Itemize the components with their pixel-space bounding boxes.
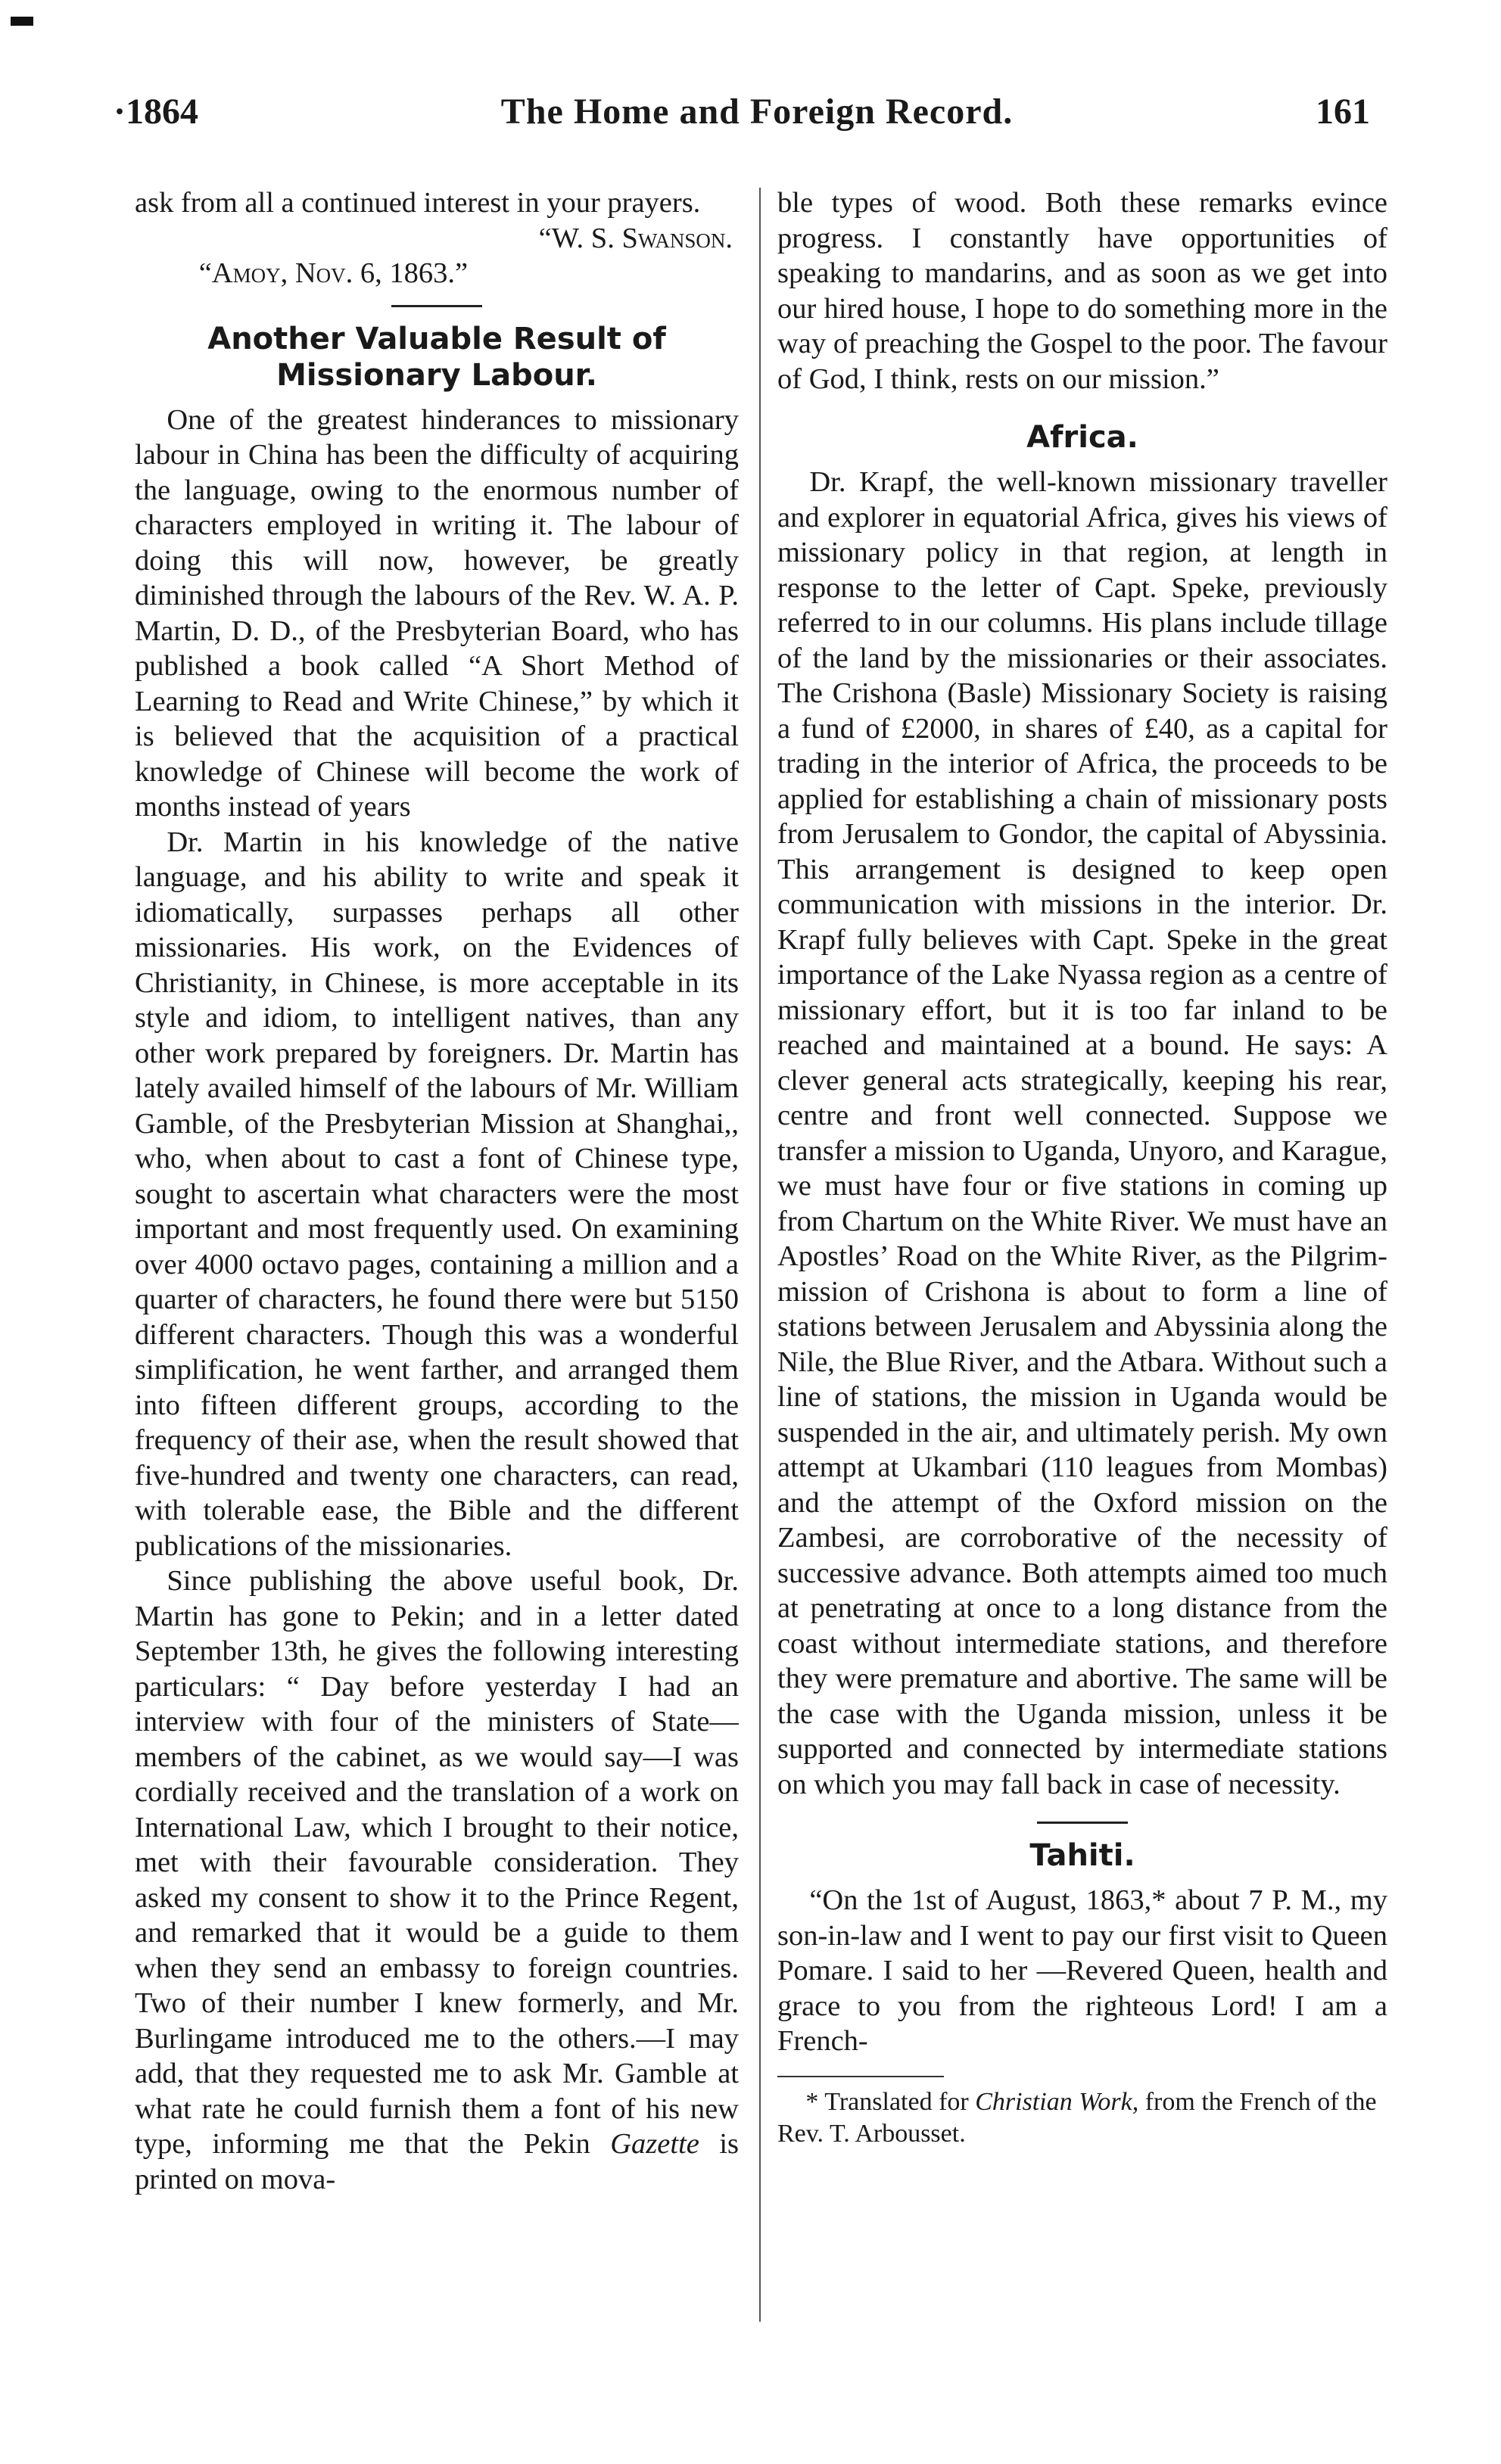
article-heading-africa: Africa. (1026, 420, 1138, 455)
paragraph: Dr. Martin in his knowledge of the native language, and his ability to write and speak it idiomatically, surpasses perhaps all other missionaries. His work, on the Evidences of Christianity, in Chinese, is more acceptable in its style and idiom, to intelligent natives, than any other work prepared by foreigners. Dr. Martin has lately availed himself of the labours of Mr. William Gamble, of the Presbyterian Mission at Shanghai,, who, when about to cast a font of Chinese type, sought to ascertain what characters were the most important and most frequently used. On examining over 4000 octavo pages, containing a million and a quarter of characters, he found there were but 5150 different characters. Though this was a wonderful simplification, he went farther, and arranged them into fifteen different groups, according to the frequency of their ase, when the result showed that five-hundred and twenty one characters, can read, with tolerable ease, the Bible and the different publications of the missionaries. (135, 826, 739, 1562)
section-rule (391, 305, 482, 307)
footnote-text: * Translated for (805, 2087, 969, 2116)
article-heading-tahiti: Tahiti. (1029, 1838, 1135, 1873)
section-rule (1037, 1822, 1128, 1824)
letter-continuation: ble types of wood. Both these remarks evince progress. I constantly have opportunities of speaking to mandarins, and as soon as we get into our hired house, I hope to do something more in the way of preaching the Gospel to the poor. The favour of God, I think, rests on our mission.” (777, 187, 1387, 395)
left-column (135, 185, 739, 2350)
footnote (777, 2086, 1387, 2150)
page-number: 161 (1315, 92, 1370, 132)
gazette-italic: Gazette (610, 2128, 699, 2160)
right-column (777, 185, 1387, 2350)
scan-mark (11, 17, 33, 26)
column-divider (759, 188, 761, 2322)
paragraph-text-end: is printed on mova- (135, 2128, 739, 2195)
paragraph: “On the 1st of August, 1863,* about 7 P. M., my son-in-law and I went to pay our first visit to Queen Pomare. I said to her —Revered Queen, health and grace to you from the righteous Lord! I am a French- (777, 1884, 1387, 2057)
paragraph: One of the greatest hinderances to missionary labour in China has been the difficulty of acquiring the language, owing to the enormous number of characters employed in writing it. The labour of doing this will now, however, be greatly diminished through the labours of the Rev. W. A. P. Martin, D. D., of the Presbyterian Board, who has published a book called “A Short Method of Learning to Read and Write Chinese,” by which it is believed that the acquisition of a practical knowledge of Chinese will become the work of months instead of years (135, 403, 739, 823)
paragraph (135, 1563, 739, 2197)
article-heading-missionary-labour: Another Valuable Result of Missionary Labour. (207, 321, 666, 393)
journal-title: The Home and Foreign Record. (500, 92, 1014, 132)
paragraph: Dr. Krapf, the well-known missionary traveller and explorer in equatorial Africa, gives his views of missionary policy in that region, at length in response to the letter of Capt. Speke, previously referred to in our columns. His plans include tillage of the land by the missionaries or their associates. The Crishona (Basle) Missionary Society is raising a fund of £2000, in shares of £40, as a capital for trading in the interior of Africa, the proceeds to be applied for establishing a chain of missionary posts from Jerusalem to Gondor, the capital of Abyssinia. This arrangement is designed to keep open communication with missions in the interior. Dr. Krapf fully believes with Capt. Speke in the great importance of the Lake Nyassa region as a centre of missionary effort, but it is too far inland to be reached and maintained at a bound. He says: A clever general acts strategically, keeping his rear, centre and front well connected. Suppose we transfer a mission to Uganda, Unyoro, and Karague, we must have four or five stations in coming up from Chartum on the White River. We must have an Apostles’ Road on the White River, as the Pilgrim-mission of Crishona is about to form a line of stations between Jerusalem and Abyssinia along the Nile, the Blue River, and the Atbara. Without such a line of stations, the mission in Uganda would be suspended in the air, and ultimately perish. My own attempt at Ukambari (110 leagues from Mombas) and the attempt of the Oxford mission on the Zambesi, are corroborative of the necessity of successive advance. Both attempts aimed too much at penetrating at once to a long distance from the coast without intermediate stations, and therefore they were premature and abortive. The same will be the case with the Uganda mission, unless it be supported and connected by intermediate stations on which you may fall back in case of necessity. (777, 466, 1387, 1800)
header-year: ·1864 (114, 92, 199, 132)
letter-ending: ask from all a continued interest in your prayers. (135, 187, 701, 219)
footnote-text-end: from the French of the Rev. T. Arbousset. (777, 2087, 1377, 2148)
footnote-italic: Christian Work, (975, 2087, 1139, 2116)
letter-signature: “W. S. Swanson. (538, 222, 733, 254)
paragraph-text: Since publishing the above useful book, Dr. Martin has gone to Pekin; and in a letter dated September 13th, he gives the following interesting particulars: “ Day before yesterday I had an interview with four of the ministers of State—members of the cabinet, as we would say—I was cordially received and the translation of a work on International Law, which I brought to their notice, met with their favourable consideration. They asked my consent to show it to the Prince Regent, and remarked that it would be a guide to them when they send an embassy to foreign countries. Two of their number I knew formerly, and Mr. Burlingame introduced me to the others.—I may add, that they requested me to ask Mr. Gamble at what rate he could furnish them a font of his new type, informing me that the Pekin (135, 1565, 739, 2160)
footnote-rule (777, 2076, 944, 2077)
letter-date: “Amoy, Nov. 6, 1863.” (198, 257, 469, 289)
page-header (114, 91, 1370, 151)
